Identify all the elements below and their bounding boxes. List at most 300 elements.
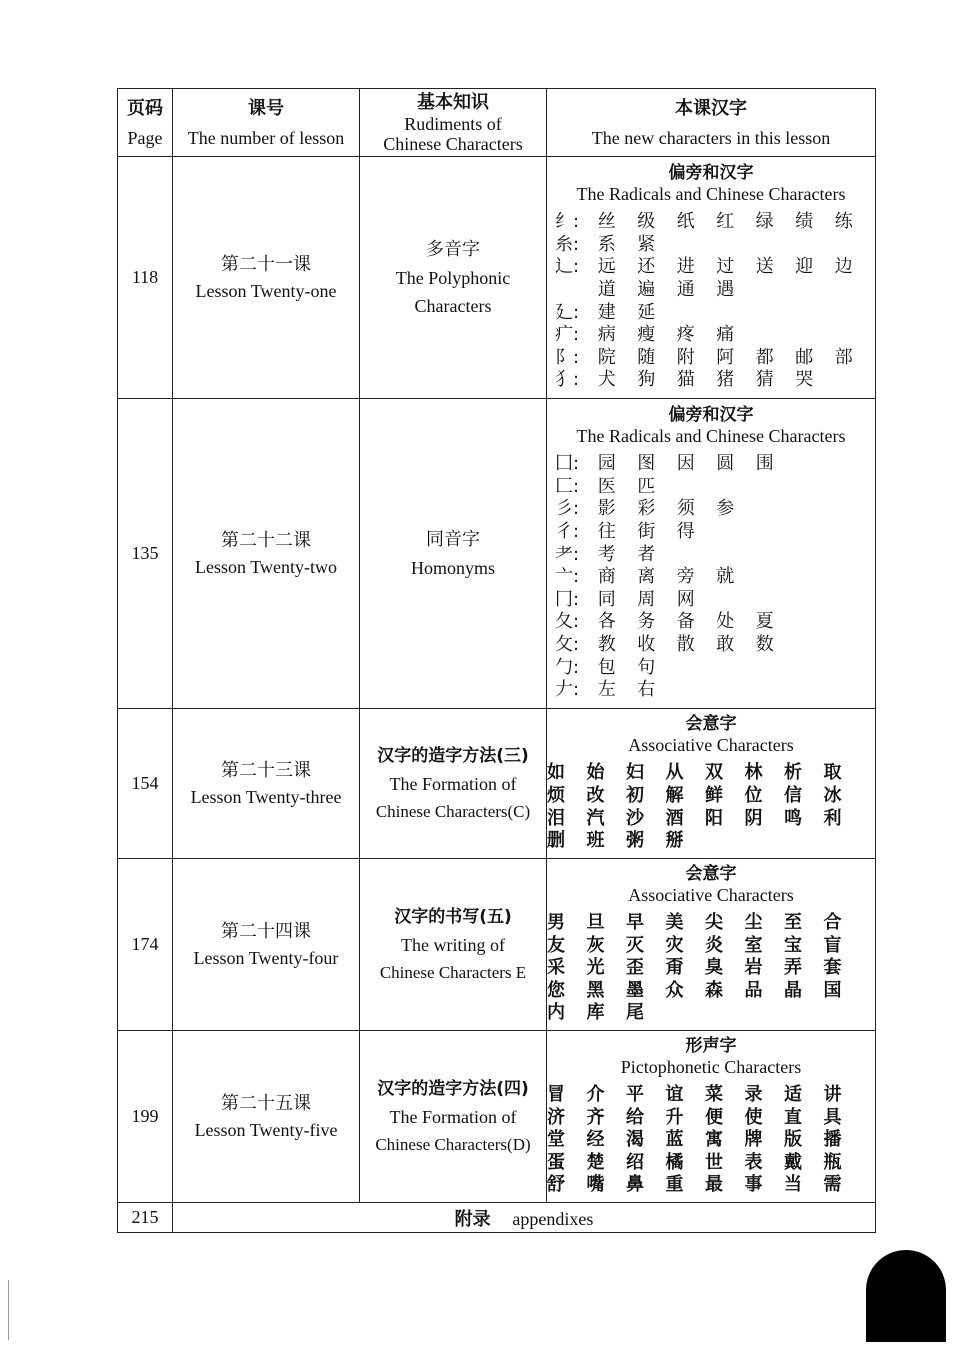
character: 参 [716, 498, 735, 520]
character: 鲜 [705, 784, 723, 806]
character: 直 [784, 1106, 802, 1128]
character: 数 [755, 633, 774, 655]
character-grid [547, 912, 875, 1025]
character: 您 [547, 979, 565, 1001]
character: 蓝 [665, 1129, 684, 1151]
radical-list [547, 211, 875, 392]
header-lesson-zh: 课号 [248, 97, 284, 119]
header-lesson [173, 89, 360, 157]
character: 街 [637, 521, 656, 543]
radical-key: 耂: [554, 543, 580, 565]
character-row [547, 830, 875, 853]
character: 墨 [626, 979, 644, 1001]
character-row [547, 1002, 875, 1025]
rudiments-en2: Chinese Characters(D) [375, 1134, 531, 1154]
character: 库 [586, 1002, 605, 1024]
radical-key [547, 279, 587, 302]
radical-row [547, 544, 875, 567]
character: 堂 [547, 1129, 565, 1151]
character: 采 [547, 957, 565, 979]
page-number: 174 [118, 859, 173, 1031]
character: 品 [744, 979, 763, 1001]
radical-key: 疒: [554, 324, 580, 346]
character: 建 [597, 301, 616, 323]
rudiments-en1: The writing of [401, 934, 505, 955]
header-new-characters [547, 89, 876, 157]
character: 收 [637, 633, 656, 655]
appendix-cell [173, 1203, 876, 1233]
header-row [118, 89, 876, 157]
character: 盲 [823, 934, 842, 956]
radical-key: 勹: [554, 656, 580, 678]
radical-row [547, 657, 875, 680]
section-title-en: The Radicals and Chinese Characters [576, 426, 846, 447]
radical-row [547, 279, 875, 302]
character: 美 [665, 912, 684, 934]
character: 送 [755, 256, 774, 278]
character-row [547, 762, 875, 785]
character: 经 [586, 1129, 605, 1151]
radical-row [547, 521, 875, 544]
header-rudiments-en2: Chinese Characters [383, 133, 523, 154]
character: 考 [597, 543, 616, 565]
character: 讲 [823, 1084, 842, 1106]
radical-row [547, 324, 875, 347]
character: 齐 [586, 1106, 605, 1128]
character-grid [547, 762, 875, 852]
character-grid [547, 1084, 875, 1197]
rudiments-zh: 多音字 [426, 238, 480, 260]
character: 夏 [755, 611, 774, 633]
character: 尘 [744, 912, 763, 934]
character: 灾 [665, 934, 684, 956]
character: 瘦 [637, 324, 656, 346]
character: 双 [705, 762, 723, 784]
character-row [547, 935, 875, 958]
character: 同 [597, 588, 616, 610]
character: 黑 [586, 979, 605, 1001]
character-row [547, 1107, 875, 1130]
character: 牌 [744, 1129, 763, 1151]
character: 取 [823, 762, 842, 784]
radical-row [547, 256, 875, 279]
character: 圆 [716, 453, 735, 475]
section-title-en: The Radicals and Chinese Characters [576, 184, 846, 205]
character: 灭 [626, 934, 644, 956]
character: 医 [597, 475, 616, 497]
lesson-zh: 第二十一课 [221, 253, 311, 275]
section-title-zh: 偏旁和汉字 [668, 163, 754, 184]
page-number: 135 [118, 399, 173, 709]
character: 删 [547, 830, 565, 852]
character: 绿 [755, 211, 774, 233]
character: 得 [676, 521, 695, 543]
header-page-en: Page [127, 127, 163, 148]
page-number: 215 [118, 1203, 173, 1233]
character: 位 [744, 784, 763, 806]
character: 道 [597, 278, 616, 300]
character: 猪 [716, 369, 735, 391]
character: 周 [637, 588, 656, 610]
rudiments-en2: Characters [414, 295, 492, 316]
character: 须 [676, 498, 695, 520]
character: 汽 [586, 807, 605, 829]
lesson-en: Lesson Twenty-five [194, 1119, 338, 1140]
character: 网 [676, 588, 695, 610]
character: 影 [597, 498, 616, 520]
character: 粥 [626, 830, 644, 852]
character: 围 [755, 453, 774, 475]
lesson-row [118, 157, 876, 399]
character: 光 [586, 957, 605, 979]
rudiments-cell [360, 157, 547, 399]
radical-row [547, 347, 875, 370]
character: 疼 [676, 324, 695, 346]
lesson-en: Lesson Twenty-one [195, 280, 337, 301]
character: 迎 [795, 256, 814, 278]
character: 妇 [626, 762, 644, 784]
characters-cell [547, 709, 876, 859]
character: 信 [784, 784, 802, 806]
rudiments-zh: 汉字的书写(五) [394, 906, 512, 927]
section-title-zh: 形声字 [685, 1036, 737, 1057]
character: 阿 [716, 346, 735, 368]
character-row [547, 957, 875, 980]
character: 就 [716, 566, 735, 588]
character: 教 [597, 633, 616, 655]
character: 具 [823, 1106, 842, 1128]
character: 遍 [637, 278, 656, 300]
character: 冰 [823, 784, 842, 806]
character-row [547, 912, 875, 935]
character: 便 [705, 1106, 723, 1128]
section-title-en: Pictophonetic Characters [620, 1057, 802, 1078]
character: 瓶 [823, 1151, 842, 1173]
rudiments-zh: 同音字 [426, 528, 480, 550]
rudiments-en1: The Formation of [389, 1106, 517, 1127]
character: 系 [597, 233, 616, 255]
lesson-row [118, 1031, 876, 1203]
character: 旦 [586, 912, 605, 934]
header-page [118, 89, 173, 157]
page-number: 118 [118, 157, 173, 399]
character-row [547, 785, 875, 808]
character: 散 [676, 633, 695, 655]
character: 都 [755, 346, 774, 368]
character: 析 [784, 762, 802, 784]
rudiments-zh: 汉字的造字方法(三) [377, 745, 529, 766]
lesson-cell [173, 1031, 360, 1203]
character: 众 [665, 979, 684, 1001]
character: 世 [705, 1151, 723, 1173]
radical-row [547, 453, 875, 476]
character: 鸣 [784, 807, 802, 829]
radical-row [547, 566, 875, 589]
radical-row [547, 302, 875, 325]
header-rudiments-zh: 基本知识 [417, 91, 489, 113]
character: 旁 [676, 566, 695, 588]
character: 解 [665, 784, 684, 806]
section-title-en: Associative Characters [628, 885, 794, 906]
section-title-zh: 会意字 [685, 714, 737, 735]
character: 舒 [547, 1174, 565, 1196]
lesson-zh: 第二十二课 [221, 529, 311, 551]
rudiments-cell [360, 859, 547, 1031]
character: 痛 [716, 324, 735, 346]
section-title-zh: 会意字 [685, 864, 737, 885]
radical-key: 夂: [554, 611, 580, 633]
radical-key: 亠: [554, 566, 580, 588]
character: 当 [784, 1174, 802, 1196]
character: 宝 [784, 934, 802, 956]
character: 句 [637, 656, 656, 678]
character: 各 [597, 611, 616, 633]
character: 谊 [665, 1084, 684, 1106]
character: 哭 [795, 369, 814, 391]
character: 初 [626, 784, 644, 806]
rudiments-cell [360, 709, 547, 859]
character: 处 [716, 611, 735, 633]
characters-cell [547, 859, 876, 1031]
character: 离 [637, 566, 656, 588]
character: 紧 [637, 233, 656, 255]
character: 尖 [705, 912, 723, 934]
character: 播 [823, 1129, 842, 1151]
character: 岩 [744, 957, 763, 979]
character: 过 [716, 256, 735, 278]
character: 济 [547, 1106, 565, 1128]
character: 如 [547, 762, 565, 784]
character: 尾 [626, 1002, 644, 1024]
character: 丝 [597, 211, 616, 233]
character: 级 [637, 211, 656, 233]
page-number: 199 [118, 1031, 173, 1203]
character: 园 [597, 453, 616, 475]
lesson-zh: 第二十三课 [221, 759, 311, 781]
character: 早 [626, 912, 644, 934]
character: 套 [823, 957, 842, 979]
lesson-cell [173, 859, 360, 1031]
page-number: 154 [118, 709, 173, 859]
characters-cell [547, 399, 876, 709]
rudiments-en1: The Polyphonic [395, 267, 511, 288]
character-row [547, 980, 875, 1003]
radical-key: 冂: [554, 588, 580, 610]
character: 狗 [637, 369, 656, 391]
character: 阳 [705, 807, 723, 829]
character: 臭 [705, 957, 723, 979]
character-row [547, 1129, 875, 1152]
character: 楚 [586, 1151, 605, 1173]
lesson-en: Lesson Twenty-three [190, 786, 342, 807]
character: 还 [637, 256, 656, 278]
character: 猫 [676, 369, 695, 391]
header-rudiments-en1: Rudiments of [404, 113, 502, 134]
radical-row [547, 476, 875, 499]
character: 边 [834, 256, 853, 278]
character: 商 [597, 566, 616, 588]
radical-row [547, 369, 875, 392]
character: 掰 [665, 830, 684, 852]
lesson-zh: 第二十四课 [221, 920, 311, 942]
character: 重 [665, 1174, 684, 1196]
character: 沙 [626, 807, 644, 829]
radical-key: 彳: [554, 521, 580, 543]
lesson-zh: 第二十五课 [221, 1092, 311, 1114]
character: 冒 [547, 1084, 565, 1106]
character: 表 [744, 1151, 763, 1173]
character: 内 [547, 1002, 565, 1024]
character: 始 [586, 762, 605, 784]
characters-cell [547, 1031, 876, 1203]
character: 彩 [637, 498, 656, 520]
radical-row [547, 611, 875, 634]
lesson-row [118, 859, 876, 1031]
character: 因 [676, 453, 695, 475]
character: 通 [676, 278, 695, 300]
character: 使 [744, 1106, 763, 1128]
rudiments-cell [360, 399, 547, 709]
lesson-row [118, 399, 876, 709]
section-title-zh: 偏旁和汉字 [668, 405, 754, 426]
character: 最 [705, 1174, 723, 1196]
character-row [547, 1084, 875, 1107]
radical-key: 犭: [554, 369, 580, 391]
character: 练 [834, 211, 853, 233]
radical-row [547, 634, 875, 657]
character: 至 [784, 912, 802, 934]
character: 灰 [586, 934, 605, 956]
character: 利 [823, 807, 842, 829]
character: 男 [547, 912, 565, 934]
character: 病 [597, 324, 616, 346]
radical-key: 纟: [554, 211, 580, 233]
character: 鼻 [626, 1174, 644, 1196]
character: 务 [637, 611, 656, 633]
page-tab-marker [866, 1250, 946, 1342]
rudiments-en1: The Formation of [389, 773, 517, 794]
characters-cell [547, 157, 876, 399]
character: 适 [784, 1084, 802, 1106]
character: 介 [586, 1084, 605, 1106]
character: 事 [744, 1174, 763, 1196]
character: 备 [676, 611, 695, 633]
rudiments-cell [360, 1031, 547, 1203]
character: 友 [547, 934, 565, 956]
lesson-cell [173, 709, 360, 859]
character: 远 [597, 256, 616, 278]
lesson-cell [173, 399, 360, 709]
character: 弄 [784, 957, 802, 979]
radical-row [547, 679, 875, 702]
character: 图 [637, 453, 656, 475]
character-row [547, 1174, 875, 1197]
character: 包 [597, 656, 616, 678]
character: 邮 [795, 346, 814, 368]
appendix-row [118, 1203, 876, 1233]
character: 匹 [637, 475, 656, 497]
rudiments-en2: Chinese Characters E [379, 962, 527, 982]
header-lesson-en: The number of lesson [187, 127, 345, 148]
character: 纸 [676, 211, 695, 233]
character: 泪 [547, 807, 565, 829]
character: 橘 [665, 1151, 684, 1173]
character: 升 [665, 1106, 684, 1128]
header-rudiments [360, 89, 547, 157]
rudiments-zh: 汉字的造字方法(四) [377, 1078, 529, 1099]
character: 酒 [665, 807, 684, 829]
character: 平 [626, 1084, 644, 1106]
lesson-row [118, 709, 876, 859]
character: 蛋 [547, 1151, 565, 1173]
radical-key: 匚: [554, 475, 580, 497]
rudiments-en1: Homonyms [410, 557, 495, 578]
header-page-zh: 页码 [127, 97, 163, 119]
character: 随 [637, 346, 656, 368]
character: 菜 [705, 1084, 723, 1106]
character: 国 [823, 979, 842, 1001]
character: 犬 [597, 369, 616, 391]
lesson-en: Lesson Twenty-two [195, 556, 337, 577]
appendix-zh: 附录 [454, 1208, 491, 1230]
character: 班 [586, 830, 605, 852]
character: 室 [744, 934, 763, 956]
character: 渴 [626, 1129, 644, 1151]
character: 嘴 [586, 1174, 605, 1196]
character: 寓 [705, 1129, 723, 1151]
character: 从 [665, 762, 684, 784]
character: 甭 [665, 957, 684, 979]
character: 猜 [755, 369, 774, 391]
radical-key: 彡: [554, 498, 580, 520]
character: 需 [823, 1174, 842, 1196]
character: 进 [676, 256, 695, 278]
character: 阴 [744, 807, 763, 829]
character: 戴 [784, 1151, 802, 1173]
header-newchars-zh: 本课汉字 [675, 97, 747, 119]
character: 森 [705, 979, 723, 1001]
character: 者 [637, 543, 656, 565]
section-title-en: Associative Characters [628, 735, 794, 756]
character: 绍 [626, 1151, 644, 1173]
radical-key: 囗: [554, 453, 580, 475]
radical-row [547, 211, 875, 234]
radical-key: 廴: [554, 301, 580, 323]
character: 给 [626, 1106, 644, 1128]
lesson-en: Lesson Twenty-four [193, 947, 339, 968]
character: 版 [784, 1129, 802, 1151]
radical-row [547, 589, 875, 612]
scan-margin-line [8, 1280, 9, 1340]
character: 院 [597, 346, 616, 368]
character: 敢 [716, 633, 735, 655]
radical-key: 攵: [554, 633, 580, 655]
character: 林 [744, 762, 763, 784]
radical-key: 辶: [554, 256, 580, 278]
radical-key: 糸: [554, 233, 580, 255]
radical-key: 阝: [554, 346, 580, 368]
contents-table [117, 88, 876, 1233]
radical-row [547, 234, 875, 257]
lesson-cell [173, 157, 360, 399]
character: 附 [676, 346, 695, 368]
character: 右 [637, 679, 656, 701]
character: 延 [637, 301, 656, 323]
character: 歪 [626, 957, 644, 979]
character-row [547, 808, 875, 831]
character: 晶 [784, 979, 802, 1001]
character: 往 [597, 521, 616, 543]
